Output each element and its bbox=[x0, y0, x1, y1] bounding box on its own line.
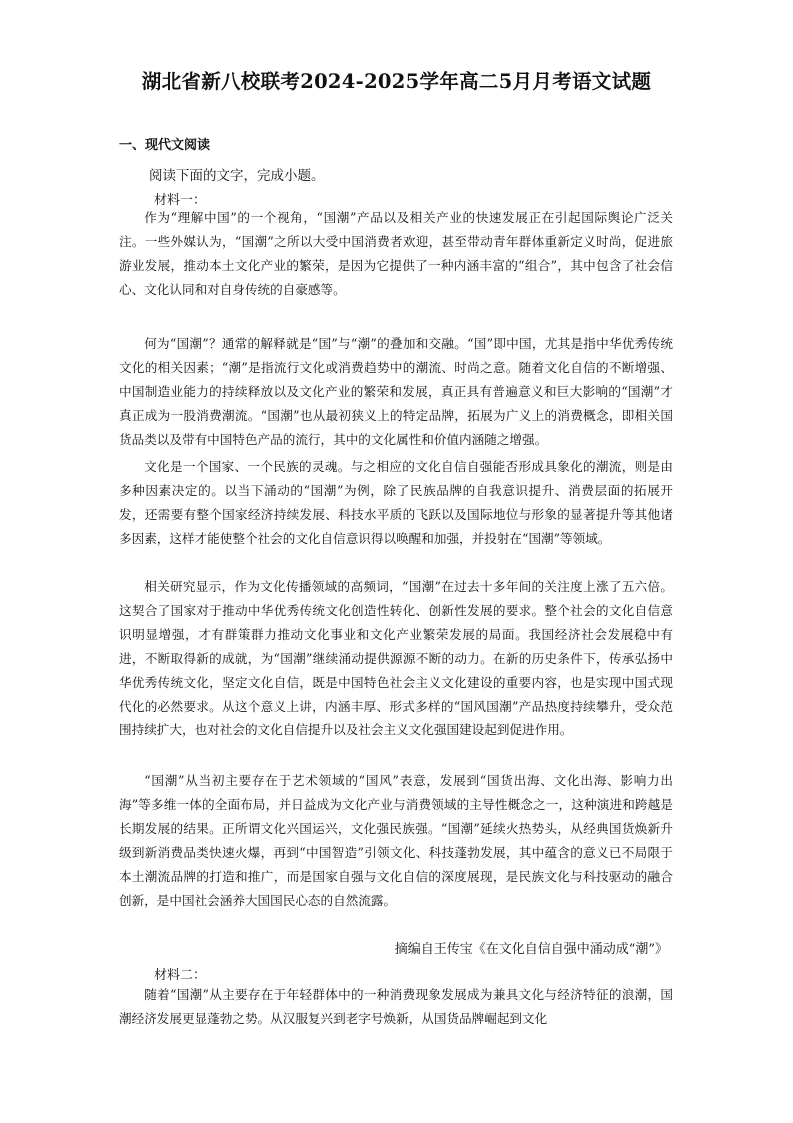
document-title: 湖北省新八校联考2024-2025学年高二5月月考语文试题 bbox=[141, 70, 652, 93]
material-2-paragraph: 随着“国潮”从主要存在于年轻群体中的一种消费现象发展成为兼具文化与经济特征的浪潮，国潮经济发展更显蓬勃之势。从汉服复兴到老字号焕新，从国货品牌崛起到文化 bbox=[119, 987, 673, 1026]
paragraph-2: 何为“国潮”？通常的解释就是“国”与“潮”的叠加和交融。“国”即中国，尤其是指中华优秀传统文化的相关因素；“潮”是指流行文化或消费趋势中的潮流、时尚之意。随着文化自信的不断增强、中国制造业能力的持续释放以及文化产业的繁荣和发展，真正具有普遍意义和巨大影响的“国潮”才真正成为一股消费潮流。“国潮”也从最初狭义上的特定品牌，拓展为广义上的消费概念，即相关国货品类以及带有中国特色产品的流行，其中的文化属性和价值内涵随之增强。 bbox=[119, 336, 673, 447]
paragraph-5: “国潮”从当初主要存在于艺术领域的“国风”表意，发展到“国货出海、文化出海、影响力出海”等多维一体的全面布局，并日益成为文化产业与消费领域的主导性概念之一，这种演进和跨越是长期发展的结果。正所谓文化兴国运兴，文化强民族强。“国潮”延续火热势头，从经典国货焕新升级到新消费品类快速火爆，再到“中国智造”引领文化、科技蓬勃发展，其中蕴含的意义已不局限于本土潮流品牌的打造和推广，而是国家自强与文化自信的深度展现，是民族文化与科技驱动的融合创新，是中国社会涵养大国国民心态的自然流露。 bbox=[119, 773, 673, 908]
material-2-label: 材料二： bbox=[154, 968, 207, 983]
source-citation: 摘编自王传宝《在文化自信自强中涌动成“潮”》 bbox=[394, 942, 668, 957]
material-1-label: 材料一： bbox=[154, 193, 207, 208]
paragraph-1: 作为“理解中国”的一个视角，“国潮”产品以及相关产业的快速发展正在引起国际舆论广泛关注。一些外媒认为，“国潮”之所以大受中国消费者欢迎，甚至带动青年群体重新定义时尚，促进旅游业发展，推动本土文化产业的繁荣，是因为它提供了一种内涵丰富的“组合”，其中包含了社会信心、文化认同和对自身传统的自豪感等。 bbox=[119, 210, 673, 297]
section-heading: 一、现代文阅读 bbox=[119, 138, 211, 153]
paragraph-4: 相关研究显示，作为文化传播领域的高频词，“国潮”在过去十多年间的关注度上涨了五六倍。这契合了国家对于推动中华优秀传统文化创造性转化、创新性发展的要求。整个社会的文化自信意识明显增强，才有群策群力推动文化事业和文化产业繁荣发展的局面。我国经济社会发展稳中有进，不断取得新的成就，为“国潮”继续涌动提供源源不断的动力。在新的历史条件下，传承弘扬中华优秀传统文化，坚定文化自信，既是中国特色社会主义文化建设的重要内容，也是实现中国式现代化的必然要求。从这个意义上讲，内涵丰厚、形式多样的“国风国潮”产品热度持续攀升，受众范围持续扩大，也对社会的文化自信提升以及社会主义文化强国建设起到促进作用。 bbox=[119, 579, 673, 738]
reading-instruction: 阅读下面的文字，完成小题。 bbox=[149, 168, 325, 184]
paragraph-3: 文化是一个国家、一个民族的灵魂。与之相应的文化自信自强能否形成具象化的潮流，则是由多种因素决定的。以当下涌动的“国潮”为例，除了民族品牌的自我意识提升、消费层面的拓展开发，还需要有整个国家经济持续发展、科技水平质的飞跃以及国际地位与形象的显著提升等其他诸多因素，这样才能使整个社会的文化自信意识得以唤醒和加强，并投射在“国潮”等领域。 bbox=[119, 459, 673, 546]
